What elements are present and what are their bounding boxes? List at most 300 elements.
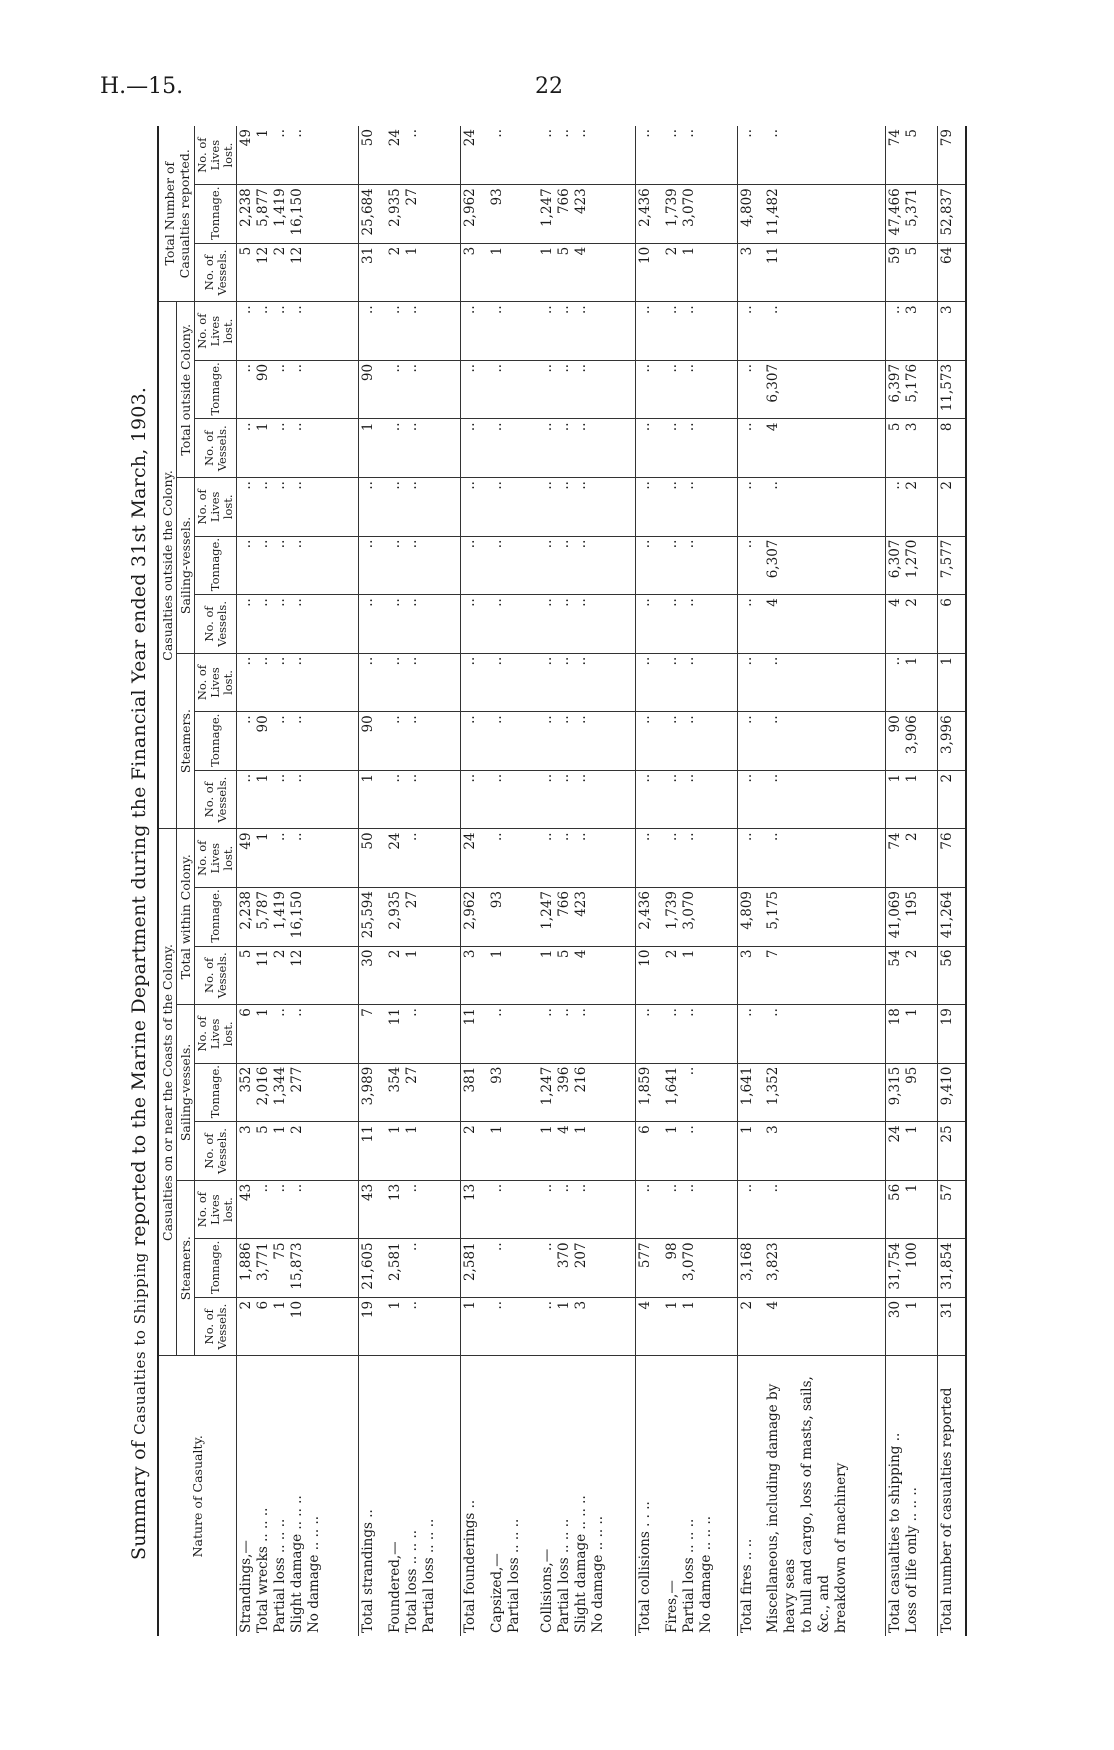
near-steamers-tonnage-cell: 2,581 .. — [386, 1239, 460, 1298]
table-row — [488, 126, 538, 1636]
outside-steamers-tonnage-cell: 3,996 — [937, 712, 966, 771]
title-smallcaps: Casualties to Shipping — [131, 1252, 149, 1435]
nature-cell: Total founderings .. — [460, 1356, 487, 1636]
outside-steamers-tonnage-cell: 90 — [359, 712, 386, 771]
total-reported-vessels-cell: 1 5 4 — [538, 243, 636, 302]
near-steamers-lives-cell: 56 1 — [886, 1180, 937, 1239]
total-outside-tonnage-cell: .. — [460, 360, 487, 419]
casualty-table-wrapper — [157, 126, 967, 1636]
outside-steamers-vessels-cell: 1 1 — [886, 770, 937, 829]
total-reported-lives-cell: 49 1 .. .. — [237, 126, 359, 185]
near-sailing-vessels-cell: 1 4 1 — [538, 1122, 636, 1181]
total-outside-lives-cell: .. — [636, 302, 663, 361]
near-steamers-header: Steamers. — [177, 1180, 195, 1356]
total-reported-lives-cell: .. — [737, 126, 764, 185]
total-reported-vessels-cell: 31 — [359, 243, 386, 302]
outside-sailing-lives-cell: .. — [460, 478, 487, 537]
total-outside-tonnage-cell: .. .. — [663, 360, 737, 419]
near-steamers-tonnage-cell: 21,605 — [359, 1239, 386, 1298]
total-reported-tonnage-cell: 93 — [488, 185, 538, 244]
total-outside-tonnage-cell: .. .. — [386, 360, 460, 419]
near-steamers-vessels-cell: 19 — [359, 1297, 386, 1356]
outside-sailing-vessels-header: No. of Vessels. — [195, 595, 237, 654]
outside-steamers-tonnage-cell: .. .. — [386, 712, 460, 771]
total-reported-tonnage-cell: 2,238 5,877 1,419 16,150 — [237, 185, 359, 244]
outside-steamers-lives-cell: .. .. — [663, 653, 737, 712]
outside-sailing-tonnage-cell: .. .. .. .. — [237, 536, 359, 595]
outside-steamers-vessels-header: No. of Vessels. — [195, 770, 237, 829]
outside-steamers-tonnage-cell: 90 3,906 — [886, 712, 937, 771]
near-sailing-lives-cell: 11 .. — [386, 1005, 460, 1064]
title-rest: reported to the Marine Department during the Financial Year ended 31st March, 1903. — [128, 386, 150, 1247]
near-sailing-tonnage-cell: 1,859 — [636, 1063, 663, 1122]
outside-colony-header: Casualties outside the Colony. — [158, 302, 177, 829]
near-sailing-lives-cell: .. .. — [663, 1005, 737, 1064]
total-reported-tonnage-cell: 47,466 5,371 — [886, 185, 937, 244]
total-within-vessels-cell: 2 1 — [663, 946, 737, 1005]
outside-sailing-vessels-cell: .. — [488, 595, 538, 654]
total-within-lives-cell: 76 — [937, 829, 966, 888]
total-outside-lives-cell: 3 — [937, 302, 966, 361]
outside-steamers-vessels-cell: .. .. .. — [538, 770, 636, 829]
near-sailing-lives-cell: 18 1 — [886, 1005, 937, 1064]
total-outside-tonnage-cell: .. .. .. — [538, 360, 636, 419]
total-within-vessels-cell: 1 5 4 — [538, 946, 636, 1005]
total-reported-tonnage-cell: 2,935 27 — [386, 185, 460, 244]
total-within-vessels-cell: 56 — [937, 946, 966, 1005]
total-within-lives-cell: .. — [737, 829, 764, 888]
total-within-header: Total within Colony. — [177, 829, 195, 1005]
outside-sailing-tonnage-cell: .. — [488, 536, 538, 595]
total-reported-lives-cell: 79 — [937, 126, 966, 185]
near-sailing-lives-cell: .. .. .. — [538, 1005, 636, 1064]
outside-sailing-lives-cell: .. — [737, 478, 764, 537]
outside-sailing-tonnage-cell: .. — [737, 536, 764, 595]
near-sailing-header: Sailing-vessels. — [177, 1005, 195, 1181]
outside-sailing-vessels-cell: .. .. .. .. — [237, 595, 359, 654]
outside-steamers-lives-cell: .. — [764, 653, 886, 712]
near-steamers-vessels-cell: 1 1 — [663, 1297, 737, 1356]
total-outside-lives-cell: .. .. — [386, 302, 460, 361]
near-steamers-vessels-cell: 2 6 1 10 — [237, 1297, 359, 1356]
total-outside-tonnage-cell: .. — [636, 360, 663, 419]
total-row — [359, 126, 386, 1636]
outside-steamers-tonnage-cell: .. — [460, 712, 487, 771]
near-steamers-tonnage-cell: 31,754 100 — [886, 1239, 937, 1298]
total-outside-vessels-cell: .. 1 .. .. — [237, 419, 359, 478]
near-sailing-vessels-cell: 11 — [359, 1122, 386, 1181]
near-coast-header: Casualties on or near the Coasts of the Colony. — [158, 829, 177, 1356]
outside-sailing-vessels-cell: 4 2 — [886, 595, 937, 654]
total-within-vessels-cell: 30 — [359, 946, 386, 1005]
outside-sailing-lives-cell: .. .. — [386, 478, 460, 537]
near-sailing-vessels-cell: 24 1 — [886, 1122, 937, 1181]
total-reported-vessels-cell: 2 1 — [386, 243, 460, 302]
total-outside-vessels-cell: 8 — [937, 419, 966, 478]
outside-sailing-vessels-cell: .. — [460, 595, 487, 654]
total-within-tonnage-cell: 2,238 5,787 1,419 16,150 — [237, 888, 359, 947]
total-outside-tonnage-cell: .. — [737, 360, 764, 419]
outside-sailing-lives-cell: .. — [764, 478, 886, 537]
near-steamers-vessels-cell: 4 — [636, 1297, 663, 1356]
near-steamers-vessels-cell: 1 — [460, 1297, 487, 1356]
outside-sailing-lives-cell: .. .. .. .. — [237, 478, 359, 537]
near-steamers-vessels-cell: 30 1 — [886, 1297, 937, 1356]
title-prefix: Summary of — [128, 1441, 150, 1560]
outside-steamers-tonnage-cell: .. — [636, 712, 663, 771]
grand-total-row — [937, 126, 966, 1636]
total-reported-lives-cell: .. — [488, 126, 538, 185]
near-steamers-tonnage-cell: 31,854 — [937, 1239, 966, 1298]
near-sailing-lives-header: No. of Lives lost. — [195, 1005, 237, 1064]
title-block — [128, 300, 158, 1560]
outside-sailing-lives-header: No. of Lives lost. — [195, 478, 237, 537]
outside-sailing-vessels-cell: .. — [636, 595, 663, 654]
table-row — [764, 126, 886, 1636]
total-within-lives-cell: .. — [636, 829, 663, 888]
near-steamers-lives-cell: 13 — [460, 1180, 487, 1239]
outside-sailing-vessels-cell: .. — [737, 595, 764, 654]
near-steamers-lives-cell: .. .. — [663, 1180, 737, 1239]
total-reported-tonnage-cell: 2,962 — [460, 185, 487, 244]
outside-steamers-vessels-cell: .. .. — [663, 770, 737, 829]
near-sailing-tonnage-cell: 1,641 — [737, 1063, 764, 1122]
total-outside-vessels-cell: .. .. .. — [538, 419, 636, 478]
total-row — [737, 126, 764, 1636]
casualty-table-body — [237, 126, 967, 1636]
total-reported-tonnage-cell: 2,436 — [636, 185, 663, 244]
near-sailing-tonnage-cell: 3,989 — [359, 1063, 386, 1122]
total-reported-vessels-cell: 3 — [460, 243, 487, 302]
total-within-vessels-cell: 1 — [488, 946, 538, 1005]
total-reported-vessels-cell: 59 5 — [886, 243, 937, 302]
total-outside-lives-cell: .. .. .. — [538, 302, 636, 361]
near-steamers-lives-cell: 57 — [937, 1180, 966, 1239]
nature-cell: Capsized,— Partial loss .. .. .. — [488, 1518, 522, 1633]
total-reported-tonnage-header: Tonnage. — [195, 185, 237, 244]
near-steamers-tonnage-cell: .. 370 207 — [538, 1239, 636, 1298]
near-sailing-vessels-cell: 1 1 — [386, 1122, 460, 1181]
outside-steamers-lives-cell: 1 — [937, 653, 966, 712]
near-steamers-tonnage-cell: 2,581 — [460, 1239, 487, 1298]
outside-steamers-tonnage-cell: .. .. — [663, 712, 737, 771]
total-outside-tonnage-cell: .. — [488, 360, 538, 419]
outside-steamers-tonnage-cell: .. — [764, 712, 886, 771]
total-within-lives-cell: .. — [488, 829, 538, 888]
near-sailing-vessels-cell: 25 — [937, 1122, 966, 1181]
total-outside-tonnage-header: Tonnage. — [195, 360, 237, 419]
outside-steamers-lives-cell: .. — [460, 653, 487, 712]
total-within-tonnage-cell: 2,935 27 — [386, 888, 460, 947]
outside-steamers-lives-cell: .. .. .. .. — [237, 653, 359, 712]
table-row — [538, 126, 636, 1636]
outside-sailing-lives-cell: .. — [488, 478, 538, 537]
total-outside-lives-cell: .. — [488, 302, 538, 361]
outside-sailing-vessels-cell: .. — [359, 595, 386, 654]
total-within-lives-cell: 74 2 — [886, 829, 937, 888]
total-row — [886, 126, 937, 1636]
total-within-lives-cell: .. .. .. — [538, 829, 636, 888]
total-outside-vessels-cell: 5 3 — [886, 419, 937, 478]
nature-cell: Total casualties to shipping .. Loss of life only .. .. .. — [886, 1356, 937, 1636]
total-reported-tonnage-cell: 1,247 766 423 — [538, 185, 636, 244]
total-reported-lives-cell: 50 — [359, 126, 386, 185]
total-within-tonnage-cell: 2,436 — [636, 888, 663, 947]
total-within-lives-cell: 50 — [359, 829, 386, 888]
total-within-tonnage-cell: 5,175 — [764, 888, 886, 947]
outside-steamers-vessels-cell: 1 — [359, 770, 386, 829]
total-within-vessels-cell: 2 1 — [386, 946, 460, 1005]
total-reported-lives-cell: .. .. — [663, 126, 737, 185]
nature-cell: Foundered,— Total loss .. .. .. Partial loss .. .. .. — [387, 1518, 437, 1633]
total-outside-lives-cell: .. — [737, 302, 764, 361]
total-outside-tonnage-cell: 90 — [359, 360, 386, 419]
outside-sailing-lives-cell: .. — [636, 478, 663, 537]
total-within-tonnage-cell: 2,962 — [460, 888, 487, 947]
near-sailing-tonnage-cell: 1,352 — [764, 1063, 886, 1122]
total-within-tonnage-cell: 41,069 195 — [886, 888, 937, 947]
outside-sailing-tonnage-cell: .. .. — [386, 536, 460, 595]
total-reported-lives-cell: .. — [764, 126, 886, 185]
total-reported-lives-cell: 74 5 — [886, 126, 937, 185]
total-reported-tonnage-cell: 4,809 — [737, 185, 764, 244]
total-reported-lives-header: No. of Lives lost. — [195, 126, 237, 185]
near-sailing-vessels-cell: 3 5 1 2 — [237, 1122, 359, 1181]
total-outside-vessels-cell: .. — [488, 419, 538, 478]
total-outside-lives-cell: .. .. — [663, 302, 737, 361]
nature-cell: Total collisions . . .. — [636, 1356, 663, 1636]
outside-steamers-vessels-cell: .. — [636, 770, 663, 829]
outside-sailing-vessels-cell: 6 — [937, 595, 966, 654]
nature-cell: Miscellaneous, including damage by heavy seas to hull and cargo, loss of masts, sails, &c., and breakdown of machinery — [765, 1376, 850, 1633]
near-steamers-vessels-cell: 2 — [737, 1297, 764, 1356]
casualty-table — [157, 126, 967, 1636]
near-steamers-tonnage-cell: 3,823 — [764, 1239, 886, 1298]
near-sailing-lives-cell: 19 — [937, 1005, 966, 1064]
near-steamers-lives-cell: .. — [636, 1180, 663, 1239]
outside-steamers-lives-cell: .. — [636, 653, 663, 712]
total-outside-lives-cell: .. 3 — [886, 302, 937, 361]
total-outside-tonnage-cell: 11,573 — [937, 360, 966, 419]
total-reported-vessels-cell: 1 — [488, 243, 538, 302]
near-sailing-vessels-cell: 6 — [636, 1122, 663, 1181]
page-ref: H.—15. — [100, 74, 184, 99]
total-outside-vessels-cell: 4 — [764, 419, 886, 478]
total-outside-vessels-cell: 1 — [359, 419, 386, 478]
total-within-lives-cell: 49 1 .. .. — [237, 829, 359, 888]
outside-steamers-vessels-cell: .. — [764, 770, 886, 829]
total-within-vessels-cell: 10 — [636, 946, 663, 1005]
near-sailing-tonnage-cell: 352 2,016 1,344 277 — [237, 1063, 359, 1122]
near-steamers-lives-cell: .. .. .. — [538, 1180, 636, 1239]
outside-steamers-vessels-cell: .. — [460, 770, 487, 829]
total-reported-lives-cell: 24 .. — [386, 126, 460, 185]
near-sailing-tonnage-cell: 354 27 — [386, 1063, 460, 1122]
near-steamers-lives-cell: 13 .. — [386, 1180, 460, 1239]
near-sailing-tonnage-cell: 1,247 396 216 — [538, 1063, 636, 1122]
total-within-tonnage-cell: 25,594 — [359, 888, 386, 947]
total-within-vessels-cell: 3 — [737, 946, 764, 1005]
total-within-vessels-header: No. of Vessels. — [195, 946, 237, 1005]
total-outside-lives-cell: .. — [359, 302, 386, 361]
total-within-vessels-cell: 7 — [764, 946, 886, 1005]
near-sailing-lives-cell: 11 — [460, 1005, 487, 1064]
total-reported-vessels-cell: 3 — [737, 243, 764, 302]
page-number: 22 — [535, 74, 563, 99]
nature-header: Nature of Casualty. — [158, 1356, 237, 1636]
near-steamers-vessels-cell: 1 .. — [386, 1297, 460, 1356]
total-outside-header: Total outside Colony. — [177, 302, 195, 478]
near-sailing-vessels-header: No. of Vessels. — [195, 1122, 237, 1181]
outside-sailing-tonnage-cell: .. — [359, 536, 386, 595]
total-outside-tonnage-cell: .. 90 .. .. — [237, 360, 359, 419]
total-reported-vessels-cell: 5 12 2 12 — [237, 243, 359, 302]
total-within-tonnage-cell: 41,264 — [937, 888, 966, 947]
total-reported-vessels-cell: 64 — [937, 243, 966, 302]
outside-steamers-lives-cell: .. — [359, 653, 386, 712]
outside-steamers-lives-cell: .. .. — [386, 653, 460, 712]
total-reported-vessels-header: No. of Vessels. — [195, 243, 237, 302]
nature-cell: Collisions,— Partial loss .. .. .. Slight damage .. .. .. No damage .. .. .. — [538, 1495, 606, 1633]
near-steamers-tonnage-cell: 98 3,070 — [663, 1239, 737, 1298]
outside-sailing-vessels-cell: .. .. — [663, 595, 737, 654]
total-outside-lives-cell: .. — [764, 302, 886, 361]
outside-sailing-vessels-cell: 4 — [764, 595, 886, 654]
outside-steamers-vessels-cell: .. — [737, 770, 764, 829]
total-reported-vessels-cell: 2 1 — [663, 243, 737, 302]
near-sailing-lives-cell: .. — [488, 1005, 538, 1064]
near-steamers-lives-header: No. of Lives lost. — [195, 1180, 237, 1239]
near-steamers-lives-cell: .. — [737, 1180, 764, 1239]
outside-steamers-lives-header: No. of Lives lost. — [195, 653, 237, 712]
outside-sailing-vessels-cell: .. .. — [386, 595, 460, 654]
total-within-vessels-cell: 3 — [460, 946, 487, 1005]
total-within-lives-cell: .. — [764, 829, 886, 888]
total-within-lives-cell: .. .. — [663, 829, 737, 888]
page-title — [128, 300, 150, 1560]
total-within-lives-cell: 24 .. — [386, 829, 460, 888]
near-sailing-lives-cell: .. — [636, 1005, 663, 1064]
total-outside-vessels-cell: .. .. — [386, 419, 460, 478]
total-reported-lives-cell: 24 — [460, 126, 487, 185]
near-sailing-tonnage-cell: 381 — [460, 1063, 487, 1122]
near-steamers-lives-cell: 43 — [359, 1180, 386, 1239]
near-sailing-tonnage-cell: 93 — [488, 1063, 538, 1122]
total-within-lives-cell: 24 — [460, 829, 487, 888]
near-sailing-tonnage-cell: 1,641 .. — [663, 1063, 737, 1122]
table-row — [237, 126, 359, 1636]
near-steamers-lives-cell: .. — [764, 1180, 886, 1239]
total-within-tonnage-cell: 1,247 766 423 — [538, 888, 636, 947]
outside-sailing-tonnage-cell: 6,307 1,270 — [886, 536, 937, 595]
total-outside-vessels-header: No. of Vessels. — [195, 419, 237, 478]
outside-steamers-header: Steamers. — [177, 653, 195, 829]
total-outside-vessels-cell: .. — [737, 419, 764, 478]
total-reported-tonnage-cell: 11,482 — [764, 185, 886, 244]
near-steamers-vessels-cell: 31 — [937, 1297, 966, 1356]
table-row — [386, 126, 460, 1636]
total-outside-lives-cell: .. .. .. .. — [237, 302, 359, 361]
outside-sailing-lives-cell: .. .. .. — [538, 478, 636, 537]
near-steamers-tonnage-cell: .. — [488, 1239, 538, 1298]
outside-sailing-tonnage-cell: 6,307 — [764, 536, 886, 595]
total-within-tonnage-cell: 4,809 — [737, 888, 764, 947]
total-within-tonnage-cell: 1,739 3,070 — [663, 888, 737, 947]
nature-cell: Total number of casualties reported — [937, 1356, 966, 1636]
total-outside-vessels-cell: .. — [460, 419, 487, 478]
total-within-vessels-cell: 5 11 2 12 — [237, 946, 359, 1005]
near-sailing-tonnage-header: Tonnage. — [195, 1063, 237, 1122]
outside-sailing-lives-cell: .. 2 — [886, 478, 937, 537]
total-reported-vessels-cell: 10 — [636, 243, 663, 302]
near-sailing-vessels-cell: 3 — [764, 1122, 886, 1181]
near-sailing-vessels-cell: 2 — [460, 1122, 487, 1181]
near-sailing-lives-cell: 6 1 .. .. — [237, 1005, 359, 1064]
outside-sailing-vessels-cell: .. .. .. — [538, 595, 636, 654]
near-sailing-lives-cell: 7 — [359, 1005, 386, 1064]
outside-sailing-tonnage-cell: .. — [636, 536, 663, 595]
outside-steamers-tonnage-cell: .. .. .. — [538, 712, 636, 771]
nature-cell: Strandings,— Total wrecks .. .. .. Partial loss .. .. .. Slight damage .. .. .. No damage .. .. .. — [238, 1495, 322, 1633]
nature-cell: Fires,— Partial loss .. .. .. No damage .. .. .. — [663, 1515, 714, 1633]
nature-cell: Total fires .. .. — [737, 1356, 764, 1636]
outside-sailing-tonnage-cell: 7,577 — [937, 536, 966, 595]
outside-steamers-lives-cell: .. — [737, 653, 764, 712]
total-outside-lives-cell: .. — [460, 302, 487, 361]
near-steamers-tonnage-cell: 577 — [636, 1239, 663, 1298]
total-reported-lives-cell: .. .. .. — [538, 126, 636, 185]
outside-steamers-tonnage-cell: .. — [737, 712, 764, 771]
total-within-tonnage-header: Tonnage. — [195, 888, 237, 947]
total-outside-tonnage-cell: 6,397 5,176 — [886, 360, 937, 419]
near-sailing-lives-cell: .. — [737, 1005, 764, 1064]
outside-steamers-vessels-cell: 2 — [937, 770, 966, 829]
total-reported-tonnage-cell: 1,739 3,070 — [663, 185, 737, 244]
near-sailing-tonnage-cell: 9,315 95 — [886, 1063, 937, 1122]
near-sailing-vessels-cell: 1 — [737, 1122, 764, 1181]
total-reported-header: Total Number of Casualties reported. — [158, 126, 195, 302]
near-steamers-tonnage-cell: 3,168 — [737, 1239, 764, 1298]
near-steamers-tonnage-cell: 1,886 3,771 75 15,873 — [237, 1239, 359, 1298]
outside-steamers-lives-cell: .. .. .. — [538, 653, 636, 712]
outside-sailing-lives-cell: .. — [359, 478, 386, 537]
outside-steamers-vessels-cell: .. 1 .. .. — [237, 770, 359, 829]
total-within-vessels-cell: 54 2 — [886, 946, 937, 1005]
outside-steamers-lives-cell: .. — [488, 653, 538, 712]
near-steamers-lives-cell: .. — [488, 1180, 538, 1239]
outside-sailing-tonnage-cell: .. — [460, 536, 487, 595]
outside-sailing-lives-cell: 2 — [937, 478, 966, 537]
outside-sailing-header: Sailing-vessels. — [177, 478, 195, 654]
total-within-lives-header: No. of Lives lost. — [195, 829, 237, 888]
near-steamers-vessels-header: No. of Vessels. — [195, 1297, 237, 1356]
total-reported-vessels-cell: 11 — [764, 243, 886, 302]
total-outside-vessels-cell: .. .. — [663, 419, 737, 478]
near-steamers-vessels-cell: .. 1 3 — [538, 1297, 636, 1356]
total-reported-tonnage-cell: 25,684 — [359, 185, 386, 244]
near-sailing-vessels-cell: 1 — [488, 1122, 538, 1181]
near-steamers-tonnage-header: Tonnage. — [195, 1239, 237, 1298]
near-sailing-lives-cell: .. — [764, 1005, 886, 1064]
nature-cell: Total strandings .. — [359, 1356, 386, 1636]
outside-sailing-tonnage-cell: .. .. — [663, 536, 737, 595]
total-reported-tonnage-cell: 52,837 — [937, 185, 966, 244]
outside-steamers-lives-cell: .. 1 — [886, 653, 937, 712]
near-steamers-vessels-cell: .. — [488, 1297, 538, 1356]
outside-steamers-vessels-cell: .. — [488, 770, 538, 829]
outside-sailing-lives-cell: .. .. — [663, 478, 737, 537]
total-row — [636, 126, 663, 1636]
